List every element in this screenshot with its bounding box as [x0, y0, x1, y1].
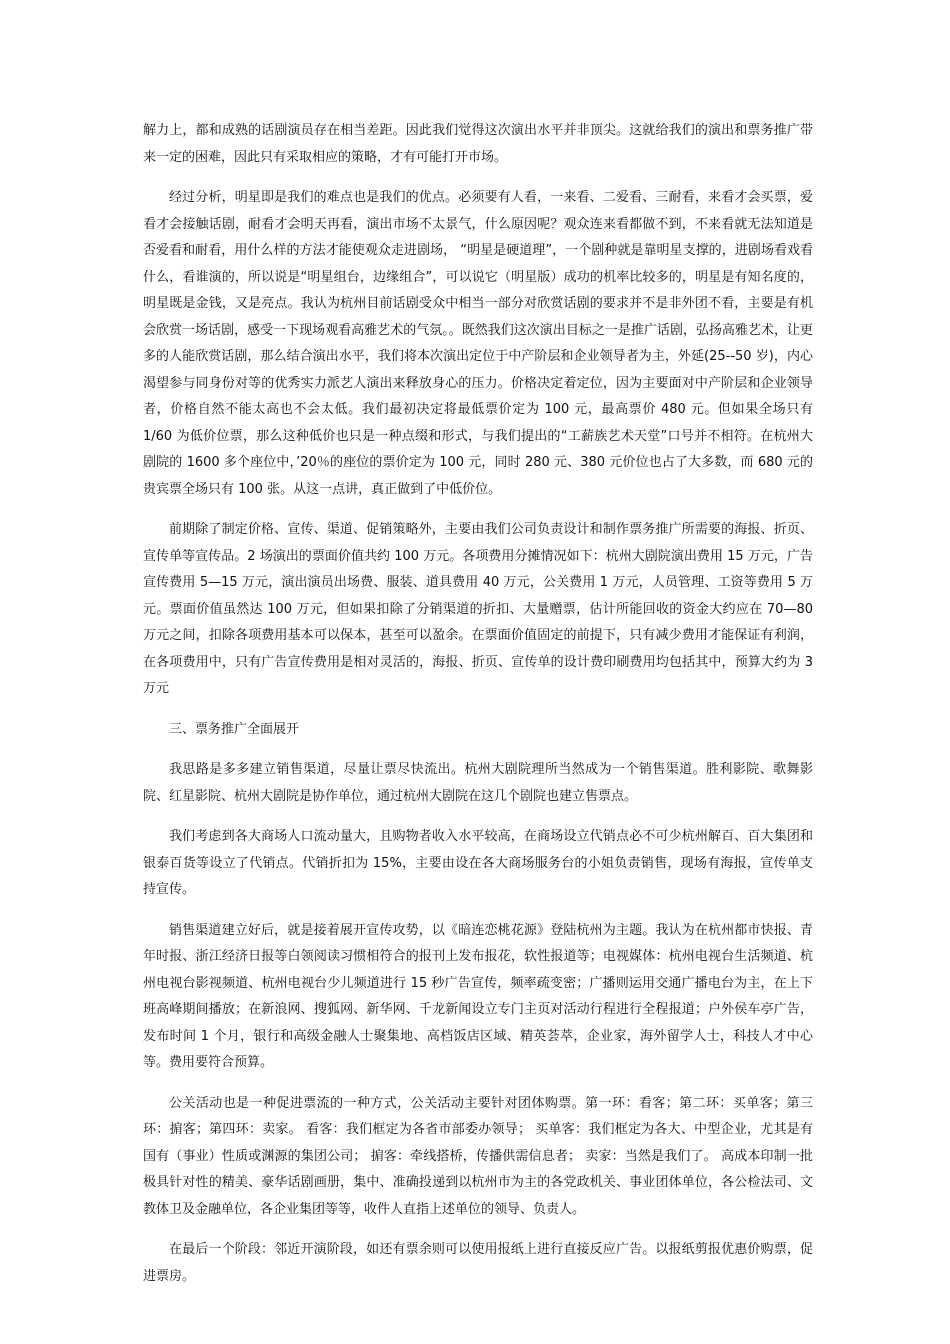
- paragraph-final-stage: 在最后一个阶段：邻近开演阶段，如还有票余则可以使用报纸上进行直接反应广告。以报纸剪报优惠价购票，促进票房。: [143, 1242, 813, 1284]
- paragraph-budget: 前期除了制定价格、宣传、渠道、促销策略外，主要由我们公司负责设计和制作票务推广所需要的海报、折页、宣传单等宣传品。2 场演出的票面价值共约 100 万元。各项费用分摊情况如下：杭州大剧院演出费用 15 万元，广告宣传费用 5—15 万元，演出演员出场费、服装、道具费用 40 万元，公关费用 1 万元，人员管理、工资等费用 5 万元。票面价值虽然达 100 万元，但如果扣除了分销渠道的折扣、大量赠票，估计所能回收的资金大约应在 70—80 万元之间，扣除各项费用基本可以保本，甚至可以盈余。在票面价值固定的前提下，只有减少费用才能保证有利润，在各项费用中，只有广告宣传费用是相对灵活的，海报、折页、宣传单的设计费印刷费用均包括其中，预算大约为 3 万元: [143, 522, 813, 696]
- paragraph-star-analysis: 经过分析，明星即是我们的难点也是我们的优点。必须要有人看，一来看、二爱看、三耐看，来看才会买票，爱看才会接触话剧，耐看才会明天再看，演出市场不太景气，什么原因呢？观众连来看都做不到，不来看就无法知道是否爱看和耐看，用什么样的方法才能使观众走进剧场， “明星是硬道理”，一个剧种就是靠明星支撑的，进剧场看戏看什么，看谁演的，所以说是“明星组台，边缘组合”，可以说它（明星版）成功的机率比较多的，明星是有知名度的，明星既是金钱，又是亮点。我认为杭州目前话剧受众中相当一部分对欣赏话剧的要求并不是非外团不看，主要是有机会欣赏一场话剧，感受一下现场观看高雅艺术的气氛。。既然我们这次演出目标之一是推广话剧，弘扬高雅艺术，让更多的人能欣赏话剧，那么结合演出水平，我们将本次演出定位于中产阶层和企业领导者为主，外延(25--50 岁)，内心渴望参与同身份对等的优秀实力派艺人演出来释放身心的压力。价格决定着定位，因为主要面对中产阶层和企业领导者，价格自然不能太高也不会太低。我们最初决定将最低票价定为 100 元，最高票价 480 元。但如果全场只有 1/60 为低价位票，那么这种低价也只是一种点缀和形式，与我们提出的“工薪族艺术天堂”口号并不相符。在杭州大剧院的 1600 多个座位中，’20％的座位的票价定为 100 元，同时 280 元、380 元价位也占了大多数，而 680 元的贵宾票全场只有 100 张。从这一点讲，真正做到了中低价位。: [143, 190, 813, 497]
- paragraph-sales-channels: 我思路是多多建立销售渠道，尽量让票尽快流出。杭州大剧院理所当然成为一个销售渠道。胜利影院、歌舞影院、红星影院、杭州大剧院是协作单位，通过杭州大剧院在这几个剧院也建立售票点。: [143, 762, 813, 804]
- paragraph-public-relations: 公关活动也是一种促进票流的一种方式，公关活动主要针对团体购票。第一环：看客；第二环：买单客；第三环：掮客；第四环：卖家。 看客：我们框定为各省市部委办领导； 买单客：我们框定为各大、中型企业，尤其是有国有（事业）性质或渊源的集团公司； 掮客：牵线搭桥，传播供需信息者； 卖家：当然是我们了。 高成本印制一批极具针对性的精美、豪华话剧画册，集中、准确投递到以杭州市为主的各党政机关、事业团体单位，各公检法司、文教体卫及金融单位，各企业集团等等，收件人直指上述单位的领导、负责人。: [143, 1095, 813, 1217]
- section-heading-ticket-promotion: 三、票务推广全面展开: [169, 721, 300, 737]
- document-page: [143, 118, 813, 1304]
- paragraph-mall-outlets: 我们考虑到各大商场人口流动量大，且购物者收入水平较高，在商场设立代销点必不可少杭州解百、百大集团和银泰百货等设立了代销点。代销折扣为 15%，主要由设在各大商场服务台的小姐负责销售，现场有海报，宣传单支持宣传。: [143, 829, 813, 897]
- paragraph-media-campaign: 销售渠道建立好后，就是接着展开宣传攻势，以《暗连恋桃花源》登陆杭州为主题。我认为在杭州都市快报、青年时报、浙江经济日报等白领阅读习惯相符合的报刊上发布报花，软性报道等；电视媒体：杭州电视台生活频道、杭州电视台影视频道、杭州电视台少儿频道进行 15 秒广告宣传，频率疏变密；广播则运用交通广播电台为主，在上下班高峰期间播放；在新浪网、搜狐网、新华网、千龙新闻设立专门主页对活动行程进行全程报道；户外侯车亭广告，发布时间 1 个月，银行和高级金融人士聚集地、高档饭店区域、精英荟萃，企业家，海外留学人士，科技人才中心等。费用要符合预算。: [143, 922, 813, 1070]
- paragraph-intro-continuation: 解力上，都和成熟的话剧演员存在相当差距。因此我们觉得这次演出水平并非顶尖。这就给我们的演出和票务推广带来一定的困难，因此只有采取相应的策略，才有可能打开市场。: [143, 123, 813, 165]
